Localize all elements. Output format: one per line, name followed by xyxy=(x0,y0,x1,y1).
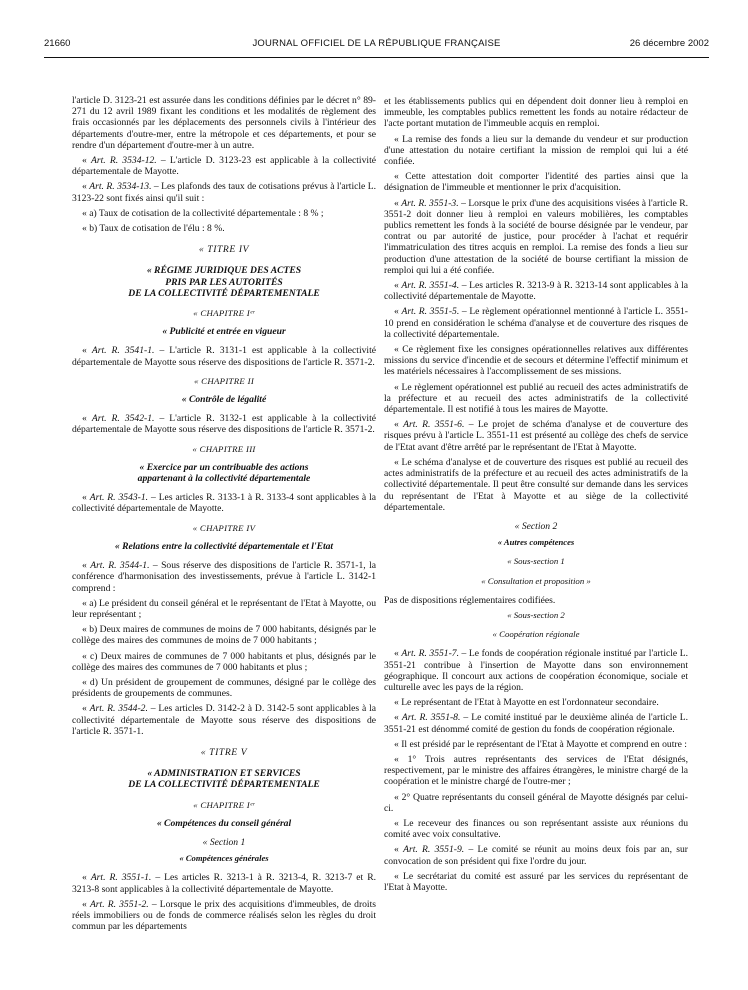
chapter-heading: « CHAPITRE Iᵉʳ xyxy=(193,799,255,810)
titre-name xyxy=(72,265,376,299)
article-text: – Les articles D. 3142-2 à D. 3142-5 sont applicables à la collectivité départementale de Mayotte sous réserve des dispositions de l'article R. 3571-1. xyxy=(72,703,376,737)
article-paragraph: « Art. R. 3551-6. – Le projet de schéma d'analyse et de couverture des risques prévu à l'article L. 3551-11 est présenté au collège des chefs de service de l'Etat avant d'être arrêté par le représentant de l'Etat à Mayotte. xyxy=(384,419,688,453)
article-text: – Le fonds de coopération régionale institué par l'article L. 3551-21 contribue à l'insertion de Mayotte dans son environnement géographique. Il concourt aux actions de coopération économique, sociale et culturelle avec les pays de la région. xyxy=(384,648,688,693)
article-paragraph: « Art. R. 3534-13. – Les plafonds des taux de cotisations prévus à l'article L. 3123-22 sont fixés ainsi qu'il suit : xyxy=(72,181,377,204)
subsection-heading: « Sous-section 1 xyxy=(507,556,565,567)
article-ref: Art. R. 3551-9. xyxy=(403,844,465,856)
chapter-heading: « CHAPITRE II xyxy=(193,375,255,386)
article-paragraph: « Art. R. 3542-1. – L'article R. 3132-1 est applicable à la collectivité départementale de Mayotte sous réserve des dispositions de l'article R. 3571-2. xyxy=(72,413,376,436)
paragraph: l'article D. 3123-21 est assurée dans les conditions définies par le décret n° 89-271 du 12 avril 1989 fixant les conditions et les modalités de règlement des frais occasionnés par les déplacements des personnels civils à l'intérieur des départements d'outre-mer, entre la métropole et ces départements, et pour se rendre d'un département d'outre-mer à un autre. xyxy=(72,95,376,151)
paragraph: « Le receveur des finances ou son représentant assiste aux réunions du comité avec voix consultative. xyxy=(384,817,688,841)
titre-name-line: DE LA COLLECTIVITÉ DÉPARTEMENTALE xyxy=(128,779,320,791)
chapter-name: « Publicité et entrée en vigueur xyxy=(162,326,286,338)
right-column xyxy=(384,96,688,897)
article-paragraph: « Art. R. 3543-1. – Les articles R. 3133-1 à R. 3133-4 sont applicables à la collectivité départementale de Mayotte. xyxy=(72,492,376,515)
article-ref: Art. R. 3543-1. xyxy=(89,492,149,504)
section-heading: « Section 1 xyxy=(202,836,246,848)
article-paragraph: « Art. R. 3551-7. – Le fonds de coopération régionale institué par l'article L. 3551-21 contribue à l'insertion de Mayotte dans son environnement géographique. Il concourt aux actions de coopération économique, sociale et culturelle avec les pays de la région. xyxy=(384,648,688,693)
paragraph: « b) Taux de cotisation de l'élu : 8 %. xyxy=(82,223,225,235)
article-paragraph: « Art. R. 3551-9. – Le comité se réunit au moins deux fois par an, sur convocation de son président qui fixe l'ordre du jour. xyxy=(384,844,688,867)
article-text: – Le projet de schéma d'analyse et de couverture des risques prévu à l'article L. 3551-11 est présenté au collège des chefs de service de l'Etat avant d'être arrêté par le représentant de l'Etat à Mayotte. xyxy=(384,419,688,453)
article-ref: Art. R. 3541-1. xyxy=(91,345,155,357)
paragraph: « c) Deux maires de communes de 7 000 habitants et plus, désignés par le collège des maires des communes de 7 000 habitants et plus ; xyxy=(72,650,376,673)
page-header xyxy=(44,38,709,54)
section-name: « Compétences générales xyxy=(179,853,269,864)
paragraph: « 1° Trois autres représentants des services de l'Etat désignés, respectivement, par le ministre des affaires étrangères, le ministre chargé de la coopération et le ministre chargé de l'outre-mer ; xyxy=(384,753,688,788)
article-ref: Art. R. 3551-4. xyxy=(401,280,460,292)
article-paragraph: « Art. R. 3544-1. – Sous réserve des dispositions de l'article R. 3571-1, la conférence d'harmonisation des investissements, prévue à l'article L. 3142-1 comprend : xyxy=(72,560,376,594)
article-paragraph: « Art. R. 3551-3. – Lorsque le prix d'une des acquisitions visées à l'article R. 3551-2 doit donner lieu à remploi en valeurs mobilières, les comptables publics remettent les fonds à la société de bourse désignée par le vendeur, par contrat ou par autorité de justice, pour procéder à l'achat et requérir l'immatriculation des titres acquis en remploi. La remise des fonds a lieu sur production d'une attestation de la société de bourse certifiant la mission de remploi qui lui a été confiée. xyxy=(384,197,688,276)
paragraph: « b) Deux maires de communes de moins de 7 000 habitants, désignés par le collège des maires des communes de moins de 7 000 habitants ; xyxy=(72,624,376,647)
titre-name-line: PRIS PAR LES AUTORITÉS xyxy=(165,276,283,288)
header-rule xyxy=(44,57,709,58)
chapter-name: « Relations entre la collectivité départementale et l'Etat xyxy=(114,540,334,552)
subsection-name: « Consultation et proposition » xyxy=(481,575,591,586)
article-paragraph: « Art. R. 3534-12. – L'article D. 3123-23 est applicable à la collectivité départementale de Mayotte. xyxy=(72,155,376,178)
paragraph: « a) Le président du conseil général et le représentant de l'Etat à Mayotte, ou leur représentant ; xyxy=(72,597,376,620)
article-text: – Le règlement opérationnel mentionné à l'article L. 3551-10 prend en considération le schéma d'analyse et de couverture des risques de la collectivité départementale. xyxy=(384,306,688,340)
article-text: – Les plafonds des taux de cotisations prévus à l'article L. 3123-22 sont fixés ainsi qu'il suit : xyxy=(72,181,377,204)
article-text: – Les articles R. 3133-1 à R. 3133-4 sont applicables à la collectivité départementale de Mayotte. xyxy=(72,492,376,515)
publication-date: 26 décembre 2002 xyxy=(629,38,709,49)
titre-heading: « TITRE V xyxy=(200,746,248,758)
paragraph: « 2° Quatre représentants du conseil général de Mayotte désignés par celui-ci. xyxy=(384,791,688,814)
article-text: – Les articles R. 3213-9 à R. 3213-14 sont applicables à la collectivité départementale de Mayotte. xyxy=(384,280,688,303)
titre-name-line: « ADMINISTRATION ET SERVICES xyxy=(147,768,301,780)
chapter-heading: « CHAPITRE IV xyxy=(192,522,256,533)
article-ref: Art. R. 3551-7. xyxy=(401,648,459,660)
chapter-name: « Compétences du conseil général xyxy=(156,817,292,829)
article-text: – L'article R. 3131-1 est applicable à la collectivité départementale de Mayotte sous réserve des dispositions de l'article R. 3571-2. xyxy=(72,345,376,368)
article-paragraph: « Art. R. 3541-1. – L'article R. 3131-1 est applicable à la collectivité départementale de Mayotte sous réserve des dispositions de l'article R. 3571-2. xyxy=(72,345,376,368)
titre-heading: « TITRE IV xyxy=(198,244,250,256)
article-ref: Art. R. 3542-1. xyxy=(91,413,155,425)
article-paragraph: « Art. R. 3551-5. – Le règlement opérationnel mentionné à l'article L. 3551-10 prend en considération le schéma d'analyse et de couverture des risques de la collectivité départementale. xyxy=(384,306,688,340)
article-paragraph: « Art. R. 3551-4. – Les articles R. 3213-9 à R. 3213-14 sont applicables à la collectivité départementale de Mayotte. xyxy=(384,280,688,303)
article-text: – Le comité se réunit au moins deux fois par an, sur convocation de son président qui fixe l'ordre du jour. xyxy=(384,844,688,867)
article-ref: Art. R. 3551-5. xyxy=(401,306,460,318)
paragraph: Pas de dispositions réglementaires codifiées. xyxy=(384,594,556,606)
journal-title: JOURNAL OFFICIEL DE LA RÉPUBLIQUE FRANÇAISE xyxy=(252,38,501,49)
paragraph: « Il est présidé par le représentant de l'Etat à Mayotte et comprend en outre : xyxy=(394,738,687,750)
article-ref: Art. R. 3534-12. xyxy=(91,155,157,167)
article-ref: Art. R. 3551-3. xyxy=(401,197,459,209)
titre-name-line: « RÉGIME JURIDIQUE DES ACTES xyxy=(146,265,302,277)
paragraph: « Le secrétariat du comité est assuré par les services du représentant de l'Etat à Mayotte. xyxy=(384,870,688,893)
article-text: – Les articles R. 3213-1 à R. 3213-4, R. 3213-7 et R. 3213-8 sont applicables à la collectivité départementale de Mayotte. xyxy=(72,872,376,895)
subsection-name: « Coopération régionale xyxy=(492,629,580,640)
article-text: – Lorsque le prix des acquisitions d'immeubles, de droits réels immobiliers ou de fonds de commerce réalisés selon les règles du droit commun par les départements xyxy=(72,898,376,933)
article-text: – L'article R. 3132-1 est applicable à la collectivité départementale de Mayotte sous réserve des dispositions de l'article R. 3571-2. xyxy=(72,413,376,436)
paragraph: « La remise des fonds a lieu sur la demande du vendeur et sur production d'une attestation du notaire certifiant la mission de remploi qui lui a été confiée. xyxy=(384,133,688,168)
article-paragraph: « Art. R. 3551-1. – Les articles R. 3213-1 à R. 3213-4, R. 3213-7 et R. 3213-8 sont applicables à la collectivité départementale de Mayotte. xyxy=(72,872,376,895)
article-ref: Art. R. 3544-2. xyxy=(89,703,148,715)
article-ref: Art. R. 3551-6. xyxy=(403,419,465,431)
article-ref: Art. R. 3534-13. xyxy=(89,181,152,193)
paragraph: « d) Un président de groupement de communes, désigné par le collège des présidents de groupements de communes. xyxy=(72,676,376,700)
article-paragraph: « Art. R. 3544-2. – Les articles D. 3142-2 à D. 3142-5 sont applicables à la collectivité départementale de Mayotte sous réserve des dispositions de l'article R. 3571-1. xyxy=(72,703,376,737)
left-column xyxy=(72,95,376,936)
article-text: – L'article D. 3123-23 est applicable à la collectivité départementale de Mayotte. xyxy=(72,155,376,178)
paragraph: « a) Taux de cotisation de la collectivité départementale : 8 % ; xyxy=(82,207,324,219)
article-ref: Art. R. 3551-8. xyxy=(401,712,461,724)
paragraph: « Le règlement opérationnel est publié au recueil des actes administratifs de la préfecture et au recueil des actes administratifs de la collectivité départementale. Il est notifié à tous les maires de Mayotte. xyxy=(384,381,688,416)
chapter-name: « Contrôle de légalité xyxy=(181,394,267,406)
article-ref: Art. R. 3544-1. xyxy=(90,560,150,572)
article-paragraph: « Art. R. 3551-2. – Lorsque le prix des acquisitions d'immeubles, de droits réels immobiliers ou de fonds de commerce réalisés selon les règles du droit commun par les départements xyxy=(72,898,376,933)
chapter-name-line: appartenant à la collectivité départementale xyxy=(137,473,311,485)
article-text: – Le comité institué par le deuxième alinéa de l'article L. 3551-21 est dénommé comité de gestion du fonds de coopération régionale. xyxy=(384,712,688,735)
article-ref: Art. R. 3551-1. xyxy=(90,872,152,884)
section-name: « Autres compétences xyxy=(497,537,575,548)
paragraph: « Ce règlement fixe les consignes opérationnelles relatives aux différentes missions du service d'incendie et de secours et détermine l'effectif minimum et les matériels nécessaires à l'accomplissement de ses missions. xyxy=(384,344,688,378)
chapter-heading: « CHAPITRE Iᵉʳ xyxy=(193,308,255,319)
titre-name xyxy=(72,768,376,790)
titre-name-line: DE LA COLLECTIVITÉ DÉPARTEMENTALE xyxy=(128,287,320,299)
article-paragraph: « Art. R. 3551-8. – Le comité institué par le deuxième alinéa de l'article L. 3551-21 est dénommé comité de gestion du fonds de coopération régionale. xyxy=(384,712,688,735)
paragraph: « Le schéma d'analyse et de couverture des risques est publié au recueil des actes administratifs de la préfecture et au recueil des actes administratifs de la collectivité départementale. Il peut être consulté sur demande dans les services du représentant de l'Etat à Mayotte et au siège de la collectivité départementale. xyxy=(384,456,688,513)
article-text: – Sous réserve des dispositions de l'article R. 3571-1, la conférence d'harmonisation des investissements, prévue à l'article L. 3142-1 comprend : xyxy=(72,560,376,594)
subsection-heading: « Sous-section 2 xyxy=(507,609,565,620)
page-number: 21660 xyxy=(44,38,71,49)
paragraph: « Cette attestation doit comporter l'identité des parties ainsi que la désignation de l'immeuble et mentionner le prix d'acquisition. xyxy=(384,171,688,194)
article-ref: Art. R. 3551-2. xyxy=(89,898,149,910)
chapter-name-line: « Exercice par un contribuable des actions xyxy=(139,461,309,473)
paragraph: et les établissements publics qui en dépendent doit donner lieu à remploi en immeuble, les comptables publics remettent les fonds au notaire rédacteur de l'acte portant mutation de l'immeuble acquis en remploi. xyxy=(384,96,688,130)
paragraph: « Le représentant de l'Etat à Mayotte en est l'ordonnateur secondaire. xyxy=(394,697,659,709)
section-heading: « Section 2 xyxy=(514,520,558,532)
chapter-heading: « CHAPITRE III xyxy=(192,443,256,454)
article-text: – Lorsque le prix d'une des acquisitions visées à l'article R. 3551-2 doit donner lieu à remploi en valeurs mobilières, les comptables publics remettent les fonds à la société de bourse désignée par le vendeur, par contrat ou par autorité de justice, pour procéder à l'achat et requérir l'immatriculation des titres acquis en remploi. La remise des fonds a lieu sur production d'une attestation de la société de bourse certifiant la mission de remploi qui lui a été confiée. xyxy=(384,197,688,276)
